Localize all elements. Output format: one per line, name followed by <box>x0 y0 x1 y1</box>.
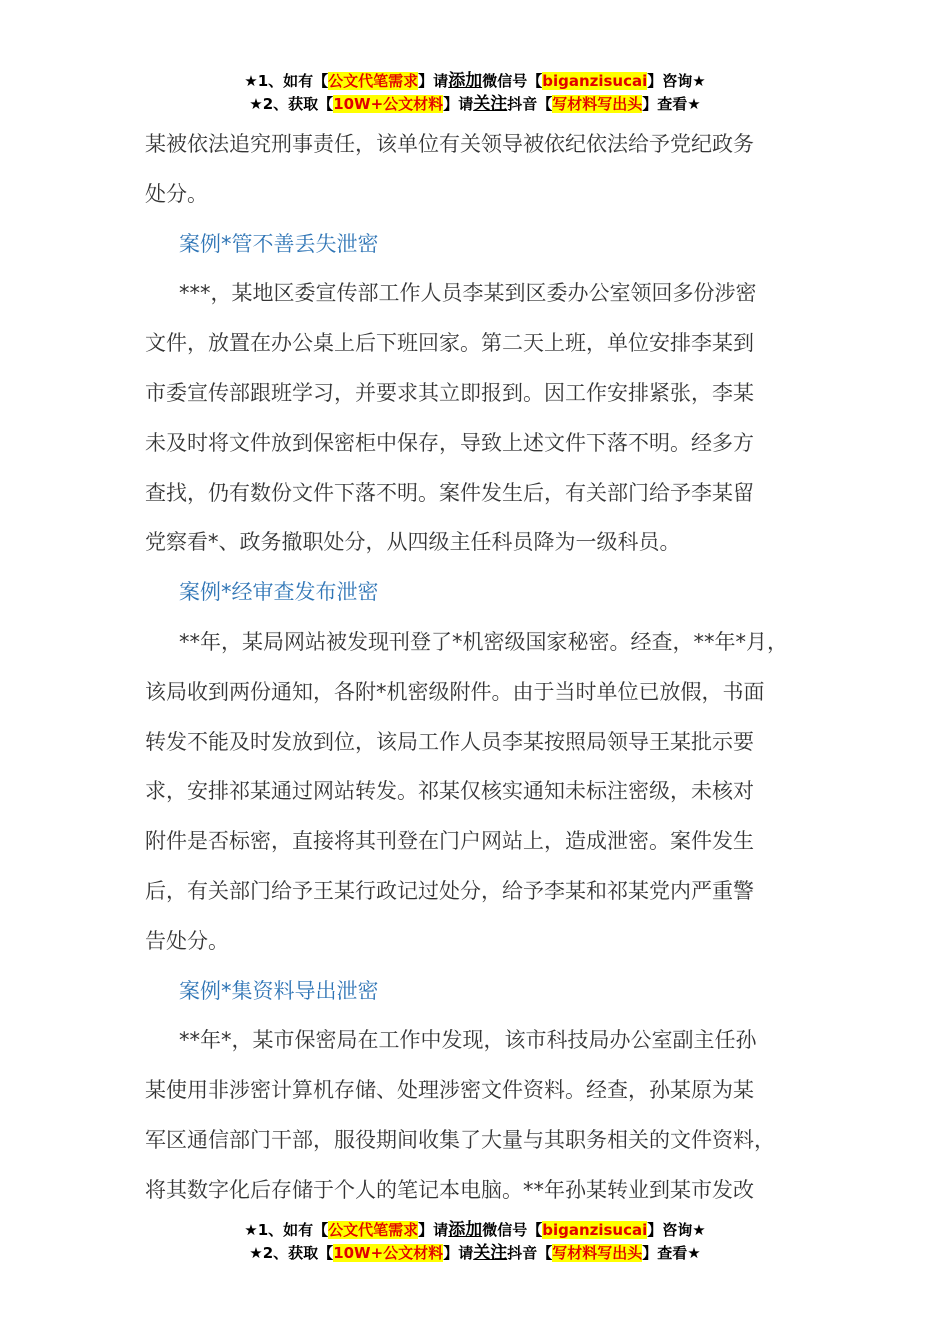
banner-text: ★2、获取【 <box>249 95 334 113</box>
paragraph-line: 转发不能及时发放到位，该局工作人员李某按照局领导王某批示要 <box>145 729 754 754</box>
banner-line-1 <box>0 70 950 93</box>
banner-highlight: 10W+公文材料 <box>333 1244 444 1262</box>
banner-line-2 <box>0 93 950 116</box>
case-heading: 案例*集资料导出泄密 <box>179 978 379 1003</box>
paragraph-line: 某被依法追究刑事责任，该单位有关领导被依纪依法给予党纪政务 <box>145 132 754 156</box>
banner-text: 】咨询★ <box>647 1221 706 1239</box>
case-heading: 案例*经审查发布泄密 <box>179 580 379 605</box>
banner-text: 】查看★ <box>642 95 701 113</box>
paragraph-line: 处分。 <box>145 181 208 206</box>
banner-text: 微信号【 <box>482 1221 543 1239</box>
case-heading: 案例*管不善丢失泄密 <box>179 231 379 256</box>
banner-text: 】查看★ <box>642 1244 701 1262</box>
banner-text: 】请 <box>443 1244 474 1262</box>
banner-highlight: 10W+公文材料 <box>333 95 444 113</box>
paragraph-line: 告处分。 <box>145 928 229 953</box>
banner-highlight: 写材料写出头 <box>552 1244 643 1262</box>
banner-text: 】请 <box>418 1221 449 1239</box>
banner-text: ★1、如有【 <box>244 1221 329 1239</box>
paragraph-line: 查找，仍有数份文件下落不明。案件发生后，有关部门给予李某留 <box>145 480 754 505</box>
paragraph-line: **年*，某市保密局在工作中发现，该市科技局办公室副主任孙 <box>179 1028 757 1053</box>
banner-emphasis: 添加 <box>448 1220 483 1240</box>
paragraph-line: 未及时将文件放到保密柜中保存，导致上述文件下落不明。经多方 <box>145 430 754 455</box>
paragraph-line: 某使用非涉密计算机存储、处理涉密文件资料。经查，孙某原为某 <box>145 1078 754 1103</box>
banner-text: 抖音【 <box>507 95 553 113</box>
paragraph-line: 军区通信部门干部，服役期间收集了大量与其职务相关的文件资料， <box>145 1127 775 1152</box>
banner-line-1 <box>0 1219 950 1242</box>
banner-text: 抖音【 <box>507 1244 553 1262</box>
footer-banner <box>0 1219 950 1265</box>
paragraph-line: 后，有关部门给予王某行政记过处分，给予李某和祁某党内严重警 <box>145 878 754 903</box>
banner-text: ★1、如有【 <box>244 72 329 90</box>
banner-highlight: 公文代笔需求 <box>328 72 419 90</box>
document-body <box>145 120 810 1216</box>
banner-highlight: biganzisucai <box>542 72 648 90</box>
paragraph-line: 将其数字化后存储于个人的笔记本电脑。**年孙某转业到某市发改 <box>145 1177 754 1202</box>
banner-text: 】请 <box>443 95 474 113</box>
banner-line-2 <box>0 1242 950 1265</box>
paragraph-line: ***，某地区委宣传部工作人员李某到区委办公室领回多份涉密 <box>179 281 757 306</box>
banner-highlight: biganzisucai <box>542 1221 648 1239</box>
banner-highlight: 公文代笔需求 <box>328 1221 419 1239</box>
header-banner <box>0 70 950 116</box>
banner-text: 】咨询★ <box>647 72 706 90</box>
banner-emphasis: 关注 <box>473 94 508 114</box>
banner-emphasis: 添加 <box>448 71 483 91</box>
paragraph-line: 市委宣传部跟班学习，并要求其立即报到。因工作安排紧张，李某 <box>145 380 754 405</box>
banner-text: 】请 <box>418 72 449 90</box>
banner-emphasis: 关注 <box>473 1243 508 1263</box>
paragraph-line: 求，安排祁某通过网站转发。祁某仅核实通知未标注密级，未核对 <box>145 779 754 804</box>
paragraph-line: 党察看*、政务撤职处分，从四级主任科员降为一级科员。 <box>145 530 681 555</box>
paragraph-line: 文件，放置在办公桌上后下班回家。第二天上班，单位安排李某到 <box>145 331 754 356</box>
banner-text: ★2、获取【 <box>249 1244 334 1262</box>
banner-text: 微信号【 <box>482 72 543 90</box>
paragraph-line: **年，某局网站被发现刊登了*机密级国家秘密。经查，**年*月， <box>179 629 788 654</box>
banner-highlight: 写材料写出头 <box>552 95 643 113</box>
paragraph-line: 该局收到两份通知，各附*机密级附件。由于当时单位已放假，书面 <box>145 679 765 704</box>
paragraph-line: 附件是否标密，直接将其刊登在门户网站上，造成泄密。案件发生 <box>145 829 754 854</box>
